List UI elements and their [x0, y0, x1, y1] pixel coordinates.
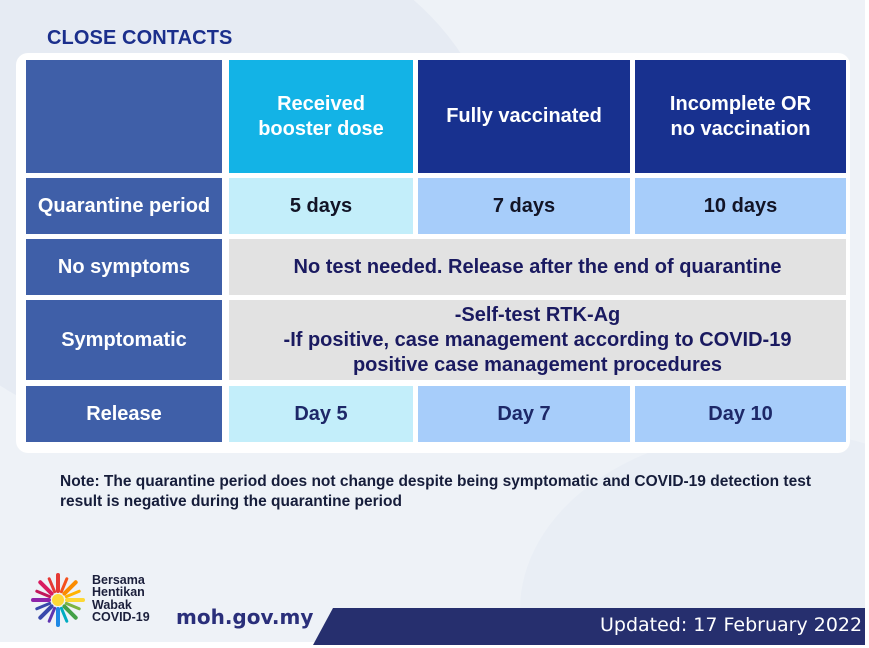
logo-text-line: Bersama: [92, 573, 145, 587]
release-fully-cell: Day 7: [418, 386, 630, 442]
symptomatic-line: -If positive, case management according to COVID-19: [283, 328, 792, 351]
symptomatic-line: -Self-test RTK-Ag: [454, 303, 621, 326]
column-header-booster: Received booster dose: [229, 60, 413, 173]
logo-text-line: Hentikan: [92, 585, 145, 600]
logo-text-line: COVID-19: [92, 609, 150, 624]
row-header-quarantine-period: Quarantine period: [26, 178, 222, 234]
quarantine-booster-cell: 5 days: [229, 178, 413, 234]
row-header-no-symptoms: No symptoms: [26, 239, 222, 295]
symptomatic-cell: [229, 300, 846, 380]
row-header-release: Release: [26, 386, 222, 442]
logo-text-line: Wabak: [92, 597, 132, 612]
logo-text: [92, 574, 150, 623]
row-header-symptomatic: Symptomatic: [26, 300, 222, 380]
close-contacts-table: [16, 53, 850, 453]
table-corner-cell: [26, 60, 222, 173]
note-text: Note: The quarantine period does not change despite being symptomatic and COVID-19 detection test result is negative during the quarantine period: [60, 473, 811, 511]
column-header-incomplete-vaccination: Incomplete OR no vaccination: [635, 60, 846, 173]
quarantine-incomplete-cell: 10 days: [635, 178, 846, 234]
release-incomplete-cell: Day 10: [635, 386, 846, 442]
updated-date: Updated: 17 February 2022: [600, 614, 863, 636]
release-booster-cell: Day 5: [229, 386, 413, 442]
no-symptoms-cell: No test needed. Release after the end of quarantine: [229, 239, 846, 295]
website-link[interactable]: moh.gov.my: [176, 605, 314, 629]
sunburst-logo-icon: [30, 572, 86, 628]
column-header-fully-vaccinated: Fully vaccinated: [418, 60, 630, 173]
symptomatic-line: positive case management procedures: [352, 353, 723, 376]
quarantine-fully-cell: 7 days: [418, 178, 630, 234]
page-title: CLOSE CONTACTS: [47, 27, 233, 49]
